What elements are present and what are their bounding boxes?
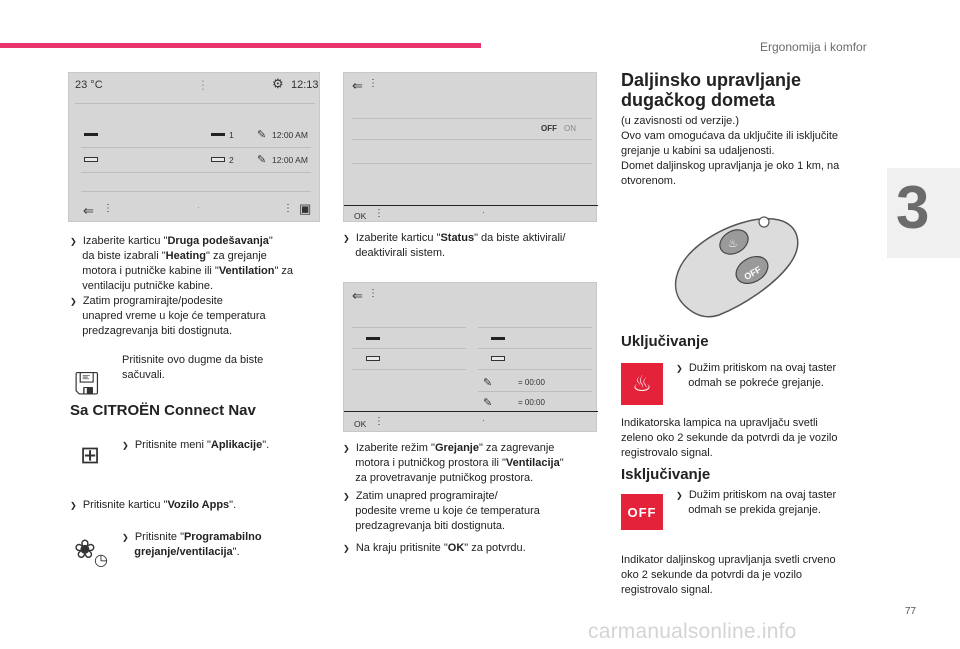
edit-pencil-icon[interactable]: ✎ [257, 154, 267, 166]
off-instruction: ❯ Dužim pritiskom na ovaj taster odmah se prekida grejanje. [676, 489, 837, 516]
dot-icon: · [482, 416, 485, 425]
fan-heating-clock-icon: ❀ [74, 534, 96, 564]
back-arrow-icon[interactable]: ⇐ [83, 203, 94, 218]
edit-pencil-icon[interactable]: ✎ [257, 129, 267, 141]
back-arrow-icon[interactable]: ⇐ [352, 288, 363, 303]
save-icon[interactable]: ▣ [299, 201, 312, 216]
instruction-program-time: ❯ Zatim programirajte/podesite unapred vreme u koje će temperatura predzagrevanja biti dostignuta. [70, 295, 266, 337]
heating-on-icon: ♨ [621, 363, 663, 405]
heating-mode-dash[interactable] [366, 337, 380, 340]
remote-control-illustration [664, 210, 814, 330]
header-accent-bar [0, 43, 481, 48]
apps-grid-icon: ⊞ [80, 442, 101, 469]
status-on[interactable]: ON [564, 124, 576, 133]
watermark: carmanualsonline.info [588, 620, 797, 643]
ventilation-mode-toggle[interactable] [491, 356, 505, 361]
edit-pencil-icon[interactable]: ✎ [483, 397, 493, 409]
edit-pencil-icon[interactable]: ✎ [483, 377, 493, 389]
menu-dots-icon: ⋮ [197, 78, 209, 92]
heating-off-icon: OFF [621, 494, 663, 530]
menu-dots-icon: ⋮ [283, 203, 293, 214]
on-instruction: ❯ Dužim pritiskom na ovaj taster odmah se pokreće grejanje. [676, 362, 837, 389]
menu-dots-icon: ⋮ [368, 78, 378, 89]
slot-time: 12:00 AM [272, 155, 308, 165]
instruction-select-tab: ❯ Izaberite karticu "Druga podešavanja" da biste izabrali "Heating" za grejanje motora i putničke kabine ili "Ventilation" za ventilaciju putničke kabine. [70, 235, 294, 292]
back-arrow-icon[interactable]: ⇐ [352, 78, 363, 93]
instruction-vehicle-apps: ❯ Pritisnite karticu "Vozilo Apps". [70, 499, 237, 511]
remote-off-label: OFF [742, 264, 763, 282]
remote-intro: (u zavisnosti od verzije.) Ovo vam omogućava da uključite ili isključite grejanje u kabini sa udaljenosti. Domet daljinskog upravljanja je oko 1 km, na otvorenom. [621, 115, 840, 187]
ok-button[interactable]: OK [354, 419, 367, 429]
screen-status [343, 72, 597, 222]
clock-icon: ◷ [94, 552, 108, 569]
slot-dash [211, 133, 225, 136]
mode-dash [84, 133, 98, 136]
menu-dots-icon: ⋮ [374, 416, 384, 427]
save-instruction: Pritisnite ovo dugme da biste sačuvali. [122, 354, 264, 381]
dot-icon: · [197, 203, 200, 212]
dot-icon: · [482, 208, 485, 217]
instruction-programmable: ❯ Pritisnite "Programabilno grejanje/ventilacija". [122, 531, 262, 558]
page-number: 77 [905, 606, 917, 617]
instruction-status-tab: ❯ Izaberite karticu "Status" da biste aktivirali/ deaktivirali sistem. [343, 232, 566, 259]
slot-number: 2 [229, 155, 234, 165]
instruction-set-time: ❯ Zatim unapred programirajte/ podesite vreme u koje će temperatura predzagrevanja biti dostignuta. [343, 490, 540, 532]
slot-time: 12:00 AM [272, 130, 308, 140]
on-indicator-text: Indikatorska lampica na upravljaču svetli zeleno oko 2 sekunde da potvrdi da je vozilo registrovalo signal. [621, 417, 838, 459]
status-off[interactable]: OFF [541, 124, 557, 133]
menu-dots-icon: ⋮ [368, 288, 378, 299]
instruction-apps-menu: ❯ Pritisnite meni "Aplikacije". [122, 439, 270, 451]
instruction-select-mode: ❯ Izaberite režim "Grejanje" za zagrevanje motora i putničkog prostora ili "Ventilacija" za provetravanje putničkog prostora. [343, 442, 564, 484]
section-title: Ergonomija i komfor [760, 40, 867, 54]
settings-gear-icon[interactable]: ⚙ [272, 76, 284, 91]
heating-mode-dash[interactable] [491, 337, 505, 340]
menu-dots-icon: ⋮ [103, 203, 113, 214]
chapter-number: 3 [896, 174, 930, 241]
instruction-press-ok: ❯ Na kraju pritisnite "OK" za potvrdu. [343, 542, 526, 554]
save-icon: 🖫 [74, 368, 100, 401]
nav-heading: Sa CITROËN Connect Nav [70, 402, 256, 419]
ok-button[interactable]: OK [354, 211, 367, 221]
temperature-readout: 23 °C [75, 79, 103, 91]
program-time: = 00:00 [518, 378, 545, 387]
off-indicator-text: Indikator daljinskog upravljanja svetli crveno oko 2 sekunde da potvrdi da je vozilo registrovalo signal. [621, 554, 836, 596]
clock-readout: 12:13 [291, 79, 319, 91]
off-heading: Isključivanje [621, 466, 711, 483]
screen-programming [68, 72, 320, 222]
menu-dots-icon: ⋮ [374, 208, 384, 219]
program-time: = 00:00 [518, 398, 545, 407]
remote-control-title: Daljinsko upravljanje dugačkog dometa [621, 70, 802, 110]
ventilation-mode-toggle[interactable] [366, 356, 380, 361]
slot-toggle[interactable] [211, 157, 225, 162]
mode-toggle[interactable] [84, 157, 98, 162]
heat-symbol-icon: ♨ [728, 237, 738, 250]
on-heading: Uključivanje [621, 333, 709, 350]
screen-mode [343, 282, 597, 432]
slot-number: 1 [229, 130, 234, 140]
